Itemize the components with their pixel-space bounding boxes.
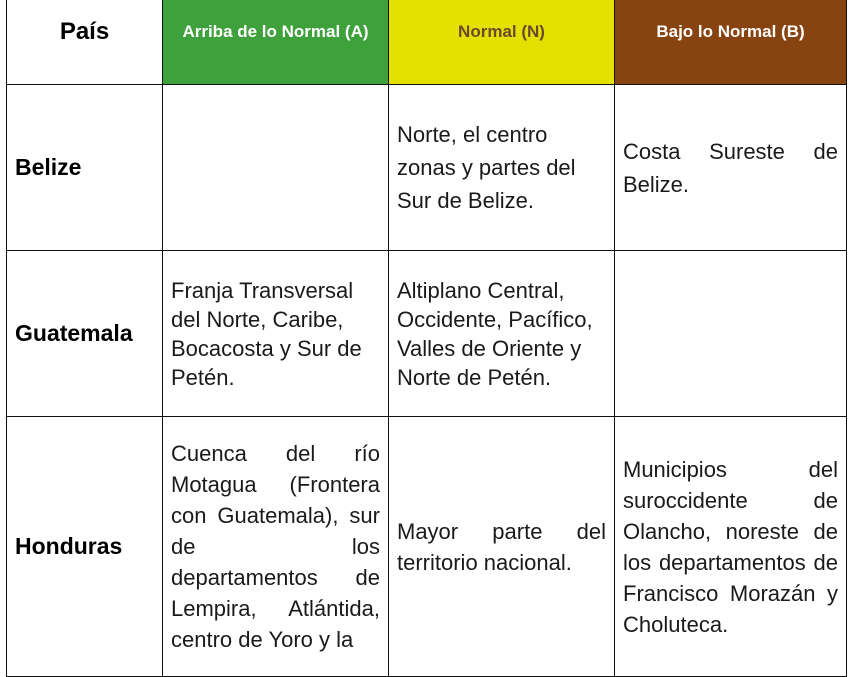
country-cell: Belize [7, 85, 163, 251]
table-row-belize [7, 85, 847, 251]
above-cell: Franja Transversal del Norte, Caribe, Bocacosta y Sur de Petén. [163, 251, 389, 417]
above-cell [163, 85, 389, 251]
header-country: País [7, 0, 163, 85]
country-cell: Guatemala [7, 251, 163, 417]
normal-cell: Norte, el centro zonas y partes del Sur de Belize. [389, 85, 615, 251]
forecast-table [6, 0, 847, 677]
country-cell: Honduras [7, 417, 163, 677]
header-normal: Normal (N) [389, 0, 615, 85]
below-cell: Municipios del suroccidente de Olancho, noreste de los departamentos de Francisco Morazán y Choluteca. [615, 417, 847, 677]
normal-cell: Altiplano Central, Occidente, Pacífico, Valles de Oriente y Norte de Petén. [389, 251, 615, 417]
table-row-guatemala [7, 251, 847, 417]
normal-cell: Mayor parte del territorio nacional. [389, 417, 615, 677]
table-row-honduras [7, 417, 847, 677]
above-cell: Cuenca del río Motagua (Frontera con Guatemala), sur de los departamentos de Lempira, Atlántida, centro de Yoro y la [163, 417, 389, 677]
header-row [7, 0, 847, 85]
below-cell [615, 251, 847, 417]
header-above-normal: Arriba de lo Normal (A) [163, 0, 389, 85]
below-cell: Costa Sureste de Belize. [615, 85, 847, 251]
header-below-normal: Bajo lo Normal (B) [615, 0, 847, 85]
